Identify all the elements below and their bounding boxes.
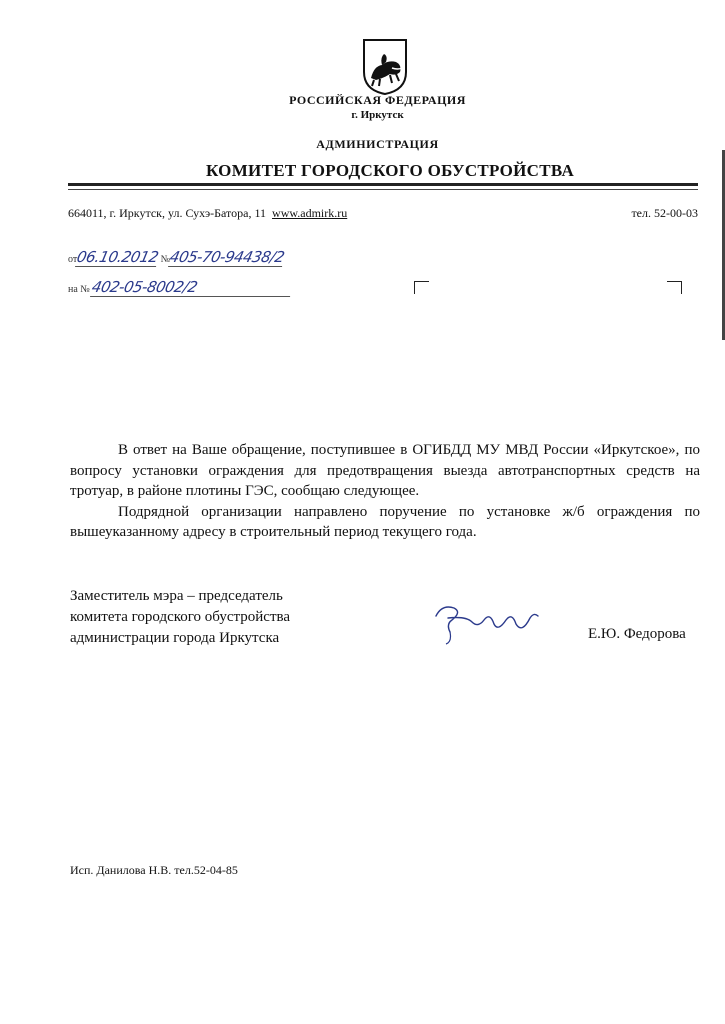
signatory-title bbox=[70, 586, 290, 649]
addressee-corner-left bbox=[414, 281, 429, 294]
administration-heading: АДМИНИСТРАЦИЯ bbox=[316, 137, 439, 151]
number-prefix: № bbox=[160, 254, 171, 265]
handwritten-signature bbox=[432, 598, 542, 648]
header-divider-thick bbox=[68, 183, 698, 186]
postal-address: 664011, г. Иркутск, ул. Сухэ-Батора, 11 bbox=[68, 206, 267, 220]
body-paragraph-1: В ответ на Ваше обращение, поступившее в ОГИБДД МУ МВД России «Иркутское», по вопросу установки ограждения для предотвращения выезда автотранспортных средств на тротуар, в районе плотины ГЭС, сообщаю следующее. bbox=[70, 442, 700, 499]
outgoing-number: 405-70-94438/2 bbox=[168, 248, 287, 266]
header-divider-thin bbox=[68, 189, 698, 190]
outgoing-registration bbox=[68, 248, 287, 267]
incoming-reference bbox=[68, 278, 292, 297]
signatory-title-line: комитета городского обустройства bbox=[70, 609, 291, 625]
committee-heading: КОМИТЕТ ГОРОДСКОГО ОБУСТРОЙСТВА bbox=[205, 161, 575, 180]
from-prefix: от bbox=[68, 254, 78, 265]
phone-number: тел. 52-00-03 bbox=[631, 206, 698, 220]
city-heading: г. Иркутск bbox=[351, 109, 404, 121]
signatory-title-line: администрации города Иркутска bbox=[70, 630, 280, 646]
letter-body bbox=[70, 440, 700, 543]
executor-info: Исп. Данилова Н.В. тел.52-04-85 bbox=[70, 863, 238, 877]
reply-prefix: на № bbox=[68, 284, 90, 295]
signatory-title-line: Заместитель мэра – председатель bbox=[70, 588, 283, 604]
address-line bbox=[68, 206, 347, 221]
addressee-corner-right bbox=[667, 281, 682, 294]
irkutsk-coat-of-arms bbox=[362, 38, 408, 96]
registration-date: 06.10.2012 bbox=[75, 248, 161, 266]
website-link[interactable]: www.admirk.ru bbox=[272, 206, 348, 220]
signatory-name: Е.Ю. Федорова bbox=[588, 626, 686, 642]
country-heading: РОССИЙСКАЯ ФЕДЕРАЦИЯ bbox=[289, 93, 466, 107]
body-paragraph-2: Подрядной организации направлено поручение по установке ж/б ограждения по вышеуказанному адресу в строительный период текущего года. bbox=[70, 503, 700, 540]
incoming-number: 402-05-8002/2 bbox=[90, 278, 294, 297]
